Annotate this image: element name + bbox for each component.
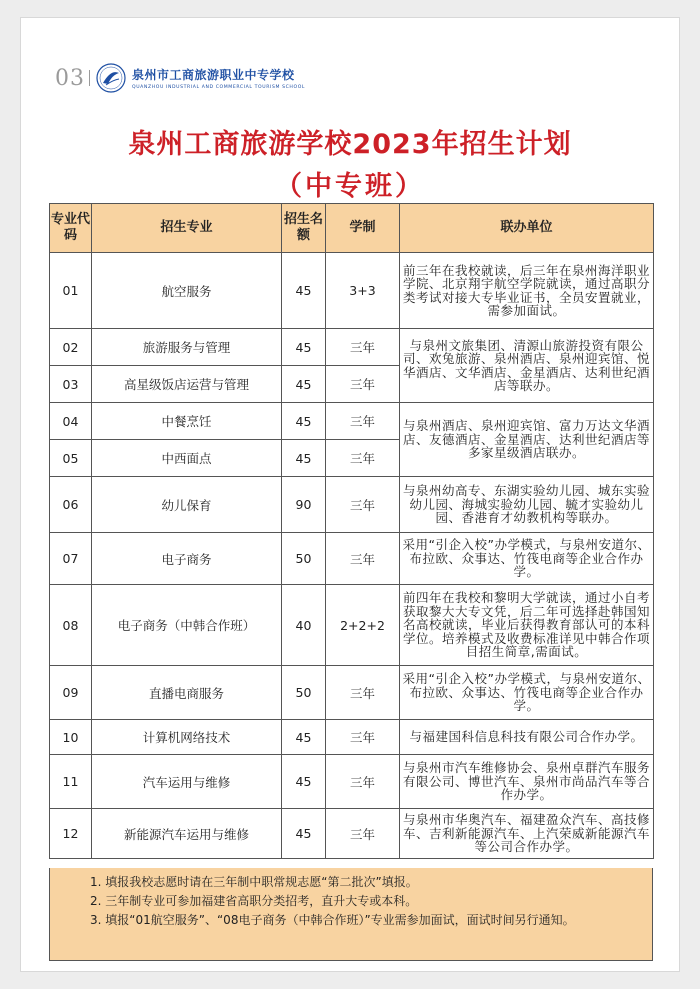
cell-partner: 与福建国科信息科技有限公司合作办学。 <box>400 720 654 755</box>
cell-partner: 采用“引企入校”办学模式，与泉州安道尔、布拉欧、众事达、竹筏电商等企业合作办学。 <box>400 533 654 585</box>
cell-major: 高星级饭店运营与管理 <box>92 366 282 403</box>
table-row <box>50 477 654 533</box>
cell-quota: 50 <box>282 666 326 720</box>
header-duration: 学制 <box>326 204 400 253</box>
cell-duration: 三年 <box>326 329 400 366</box>
cell-duration: 三年 <box>326 755 400 809</box>
cell-duration: 3+3 <box>326 253 400 329</box>
cell-duration: 三年 <box>326 809 400 859</box>
cell-major: 航空服务 <box>92 253 282 329</box>
table-row <box>50 253 654 329</box>
cell-major: 直播电商服务 <box>92 666 282 720</box>
note-item: 3. 填报“01航空服务”、“08电子商务（中韩合作班）”专业需参加面试，面试时间另行通知。 <box>90 913 575 927</box>
school-name <box>132 66 305 90</box>
cell-code: 09 <box>50 666 92 720</box>
table-row <box>50 720 654 755</box>
table-header-row <box>50 204 654 253</box>
cell-major: 旅游服务与管理 <box>92 329 282 366</box>
cell-partner: 前四年在我校和黎明大学就读，通过小自考获取黎大大专文凭，后二年可选择赴韩国知名高校就读，毕业后获得教育部认可的本科学位。培养模式及收费标准详见中韩合作项目招生简章,需面试。 <box>400 585 654 666</box>
cell-partner: 与泉州文旅集团、清源山旅游投资有限公司、欢兔旅游、泉州酒店、泉州迎宾馆、悦华酒店、文华酒店、金星酒店、达利世纪酒店等联办。 <box>400 329 654 403</box>
cell-duration: 三年 <box>326 720 400 755</box>
table-row <box>50 403 654 440</box>
cell-major: 新能源汽车运用与维修 <box>92 809 282 859</box>
cell-code: 05 <box>50 440 92 477</box>
cell-partner: 与泉州幼高专、东湖实验幼儿园、城东实验幼儿园、海城实验幼儿园、毓才实验幼儿园、香港育才幼教机构等联办。 <box>400 477 654 533</box>
cell-code: 04 <box>50 403 92 440</box>
cell-code: 10 <box>50 720 92 755</box>
cell-major: 电子商务（中韩合作班） <box>92 585 282 666</box>
cell-quota: 45 <box>282 809 326 859</box>
table-row <box>50 666 654 720</box>
cell-quota: 90 <box>282 477 326 533</box>
notes-box <box>49 868 653 961</box>
school-logo-icon <box>96 63 126 93</box>
cell-quota: 40 <box>282 585 326 666</box>
cell-duration: 三年 <box>326 666 400 720</box>
cell-major: 汽车运用与维修 <box>92 755 282 809</box>
table-row <box>50 755 654 809</box>
cell-partner: 与泉州市汽车维修协会、泉州卓群汽车服务有限公司、博世汽车、泉州市尚品汽车等合作办学。 <box>400 755 654 809</box>
school-name-cn: 泉州市工商旅游职业中专学校 <box>132 68 295 82</box>
cell-major: 幼儿保育 <box>92 477 282 533</box>
cell-duration: 三年 <box>326 533 400 585</box>
cell-code: 06 <box>50 477 92 533</box>
cell-major: 计算机网络技术 <box>92 720 282 755</box>
cell-code: 03 <box>50 366 92 403</box>
cell-code: 12 <box>50 809 92 859</box>
table-row <box>50 533 654 585</box>
cell-code: 07 <box>50 533 92 585</box>
cell-code: 02 <box>50 329 92 366</box>
note-item: 2. 三年制专业可参加福建省高职分类招考，直升大专或本科。 <box>90 894 418 908</box>
cell-quota: 45 <box>282 253 326 329</box>
cell-partner: 与泉州市华奥汽车、福建盈众汽车、高技修车、吉利新能源汽车、上汽荣威新能源汽车等公司合作办学。 <box>400 809 654 859</box>
cell-partner: 与泉州酒店、泉州迎宾馆、富力万达文华酒店、友德酒店、金星酒店、达利世纪酒店等多家星级酒店联办。 <box>400 403 654 477</box>
table-row <box>50 585 654 666</box>
cell-duration: 三年 <box>326 440 400 477</box>
header-code: 专业代码 <box>50 204 92 253</box>
cell-major: 电子商务 <box>92 533 282 585</box>
cell-quota: 45 <box>282 440 326 477</box>
header-partner: 联办单位 <box>400 204 654 253</box>
cell-quota: 45 <box>282 755 326 809</box>
page-number: 03 <box>55 65 85 91</box>
cell-duration: 2+2+2 <box>326 585 400 666</box>
table-row <box>50 809 654 859</box>
cell-major: 中餐烹饪 <box>92 403 282 440</box>
cell-code: 08 <box>50 585 92 666</box>
cell-code: 01 <box>50 253 92 329</box>
cell-duration: 三年 <box>326 366 400 403</box>
cell-quota: 45 <box>282 366 326 403</box>
cell-code: 11 <box>50 755 92 809</box>
school-name-en: QUANZHOU INDUSTRIAL AND COMMERCIAL TOURISM SCHOOL <box>132 85 306 90</box>
header-major: 招生专业 <box>92 204 282 253</box>
cell-partner: 前三年在我校就读，后三年在泉州海洋职业学院、北京翔宇航空学院就读，通过高职分类考试对接大专毕业证书，全员安置就业，需参加面试。 <box>400 253 654 329</box>
page-title: 泉州工商旅游学校2023年招生计划 <box>128 129 572 160</box>
enrollment-plan-table <box>49 203 654 859</box>
page-header <box>55 60 305 96</box>
cell-partner: 采用“引企入校”办学模式，与泉州安道尔、布拉欧、众事达、竹筏电商等企业合作办学。 <box>400 666 654 720</box>
page-subtitle: （中专班） <box>275 171 425 202</box>
cell-quota: 45 <box>282 403 326 440</box>
table-row <box>50 329 654 366</box>
cell-duration: 三年 <box>326 403 400 440</box>
document-page <box>20 17 680 972</box>
cell-quota: 45 <box>282 720 326 755</box>
cell-quota: 50 <box>282 533 326 585</box>
cell-major: 中西面点 <box>92 440 282 477</box>
header-divider <box>89 70 90 86</box>
header-quota: 招生名额 <box>282 204 326 253</box>
cell-quota: 45 <box>282 329 326 366</box>
cell-duration: 三年 <box>326 477 400 533</box>
note-item: 1. 填报我校志愿时请在三年制中职常规志愿“第二批次”填报。 <box>90 875 418 889</box>
